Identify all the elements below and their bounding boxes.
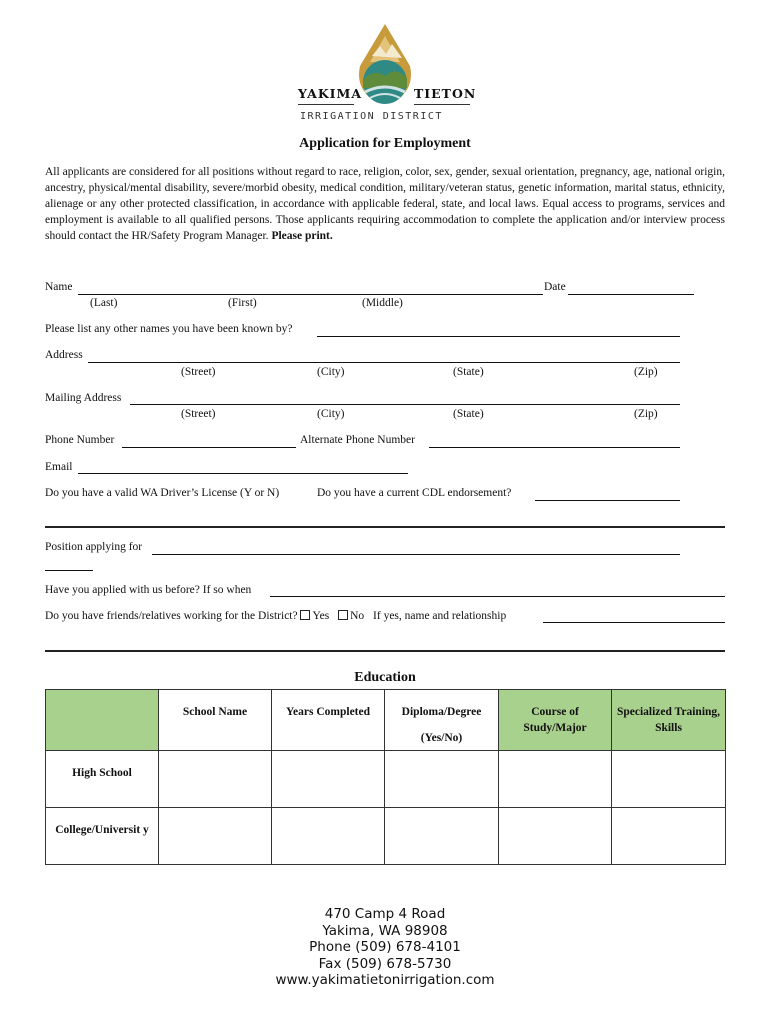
license-label: Do you have a valid WA Driver’s License (Y or N)	[45, 487, 280, 499]
high-school-training-cell[interactable]	[612, 751, 726, 808]
diploma-label: Diploma/Degree	[401, 706, 482, 718]
name-middle-hint: (Middle)	[362, 297, 403, 309]
applied-before-label: Have you applied with us before? If so when	[45, 584, 252, 596]
high-school-diploma-cell[interactable]	[385, 751, 499, 808]
footer-fax: Fax (509) 678-5730	[318, 955, 452, 972]
education-corner-cell	[46, 690, 159, 751]
education-heading: Education	[354, 670, 416, 685]
cdl-label: Do you have a current CDL endorsement?	[317, 487, 512, 499]
phone-label: Phone Number	[45, 434, 115, 446]
intro-text: All applicants are considered for all positions without regard to race, religion, color, sex, gender, sexual orientation, pregnancy, age, national origin, ancestry, physical/mental disability, severe/morbid obesity, medical condition, military/veteran status, genetic information, marital status, ethnicity, alienage or any other protected classification, in accordance with applicable federal, state, and local laws. Equal access to programs, services and employment is available to all qualified persons. Those applicants requiring accommodation to complete the application and/or interview process should contact the HR/Safety Program Manager.	[45, 166, 725, 242]
applied-before-field[interactable]	[270, 596, 725, 597]
cdl-field[interactable]	[535, 500, 680, 501]
date-label: Date	[544, 281, 566, 293]
logo-subtitle: IRRIGATION DISTRICT	[300, 111, 443, 122]
college-years-cell[interactable]	[272, 808, 385, 865]
footer-address-line1: 470 Camp 4 Road	[324, 906, 446, 922]
college-diploma-cell[interactable]	[385, 808, 499, 865]
logo-left-word: YAKIMA	[298, 86, 363, 101]
table-row	[46, 751, 726, 808]
col-specialized-training: Specialized Training, Skills	[612, 690, 726, 751]
name-first-hint: (First)	[228, 297, 257, 309]
footer-contact	[0, 906, 770, 989]
alt-phone-field[interactable]	[429, 447, 680, 448]
address-zip-hint: (Zip)	[634, 366, 658, 378]
footer-website[interactable]: www.yakimatietonirrigation.com	[275, 972, 495, 988]
table-row	[46, 808, 726, 865]
position-field[interactable]	[152, 554, 680, 555]
diploma-yes-no: (Yes/No)	[420, 732, 463, 744]
college-training-cell[interactable]	[612, 808, 726, 865]
address-state-hint: (State)	[453, 366, 484, 378]
page-title: Application for Employment	[299, 136, 471, 151]
yes-label: Yes	[312, 610, 330, 622]
college-course-cell[interactable]	[499, 808, 612, 865]
mailing-street-hint: (Street)	[181, 408, 216, 420]
other-names-field[interactable]	[317, 336, 680, 337]
relatives-label: Do you have friends/relatives working for the District?	[45, 610, 298, 622]
mailing-state-hint: (State)	[453, 408, 484, 420]
position-label: Position applying for	[45, 541, 143, 553]
no-label: No	[350, 610, 365, 622]
name-last-hint: (Last)	[90, 297, 118, 309]
address-street-hint: (Street)	[181, 366, 216, 378]
date-field[interactable]	[568, 294, 694, 295]
no-checkbox[interactable]	[338, 610, 348, 620]
email-field[interactable]	[78, 473, 408, 474]
education-table	[45, 689, 726, 865]
footer-address-line2: Yakima, WA 98908	[322, 922, 448, 939]
logo-right-word: TIETON	[414, 86, 477, 101]
high-school-years-cell[interactable]	[272, 751, 385, 808]
address-city-hint: (City)	[317, 366, 345, 378]
name-field[interactable]	[78, 294, 543, 295]
section-divider-2	[45, 650, 725, 652]
footer-phone: Phone (509) 678-4101	[309, 939, 461, 955]
relatives-followup-label: If yes, name and relationship	[373, 610, 507, 622]
mailing-city-hint: (City)	[317, 408, 345, 420]
mailing-zip-hint: (Zip)	[634, 408, 658, 420]
district-logo	[290, 22, 480, 127]
position-field-continuation[interactable]	[45, 570, 93, 571]
high-school-course-cell[interactable]	[499, 751, 612, 808]
other-names-label: Please list any other names you have been known by?	[45, 323, 293, 335]
address-field[interactable]	[88, 362, 680, 363]
logo-right-underline	[414, 104, 470, 105]
col-diploma-degree	[385, 690, 499, 751]
education-header-row	[46, 690, 726, 751]
high-school-name-cell[interactable]	[159, 751, 272, 808]
col-course-of-study: Course of Study/Major	[499, 690, 612, 751]
address-label: Address	[45, 349, 83, 361]
alt-phone-label: Alternate Phone Number	[300, 434, 415, 446]
phone-field[interactable]	[122, 447, 296, 448]
mailing-address-field[interactable]	[130, 404, 680, 405]
relatives-question	[45, 610, 506, 622]
row-label-college: College/Universit y	[46, 808, 159, 865]
relatives-field[interactable]	[543, 622, 725, 623]
section-divider	[45, 526, 725, 528]
logo-left-underline	[298, 104, 354, 105]
yes-checkbox[interactable]	[300, 610, 310, 620]
intro-paragraph	[45, 164, 725, 244]
col-years-completed: Years Completed	[272, 690, 385, 751]
please-print: Please print.	[271, 230, 333, 242]
row-label-high-school: High School	[46, 751, 159, 808]
college-name-cell[interactable]	[159, 808, 272, 865]
name-label: Name	[45, 281, 73, 293]
email-label: Email	[45, 461, 73, 473]
mailing-address-label: Mailing Address	[45, 392, 122, 404]
col-school-name: School Name	[159, 690, 272, 751]
